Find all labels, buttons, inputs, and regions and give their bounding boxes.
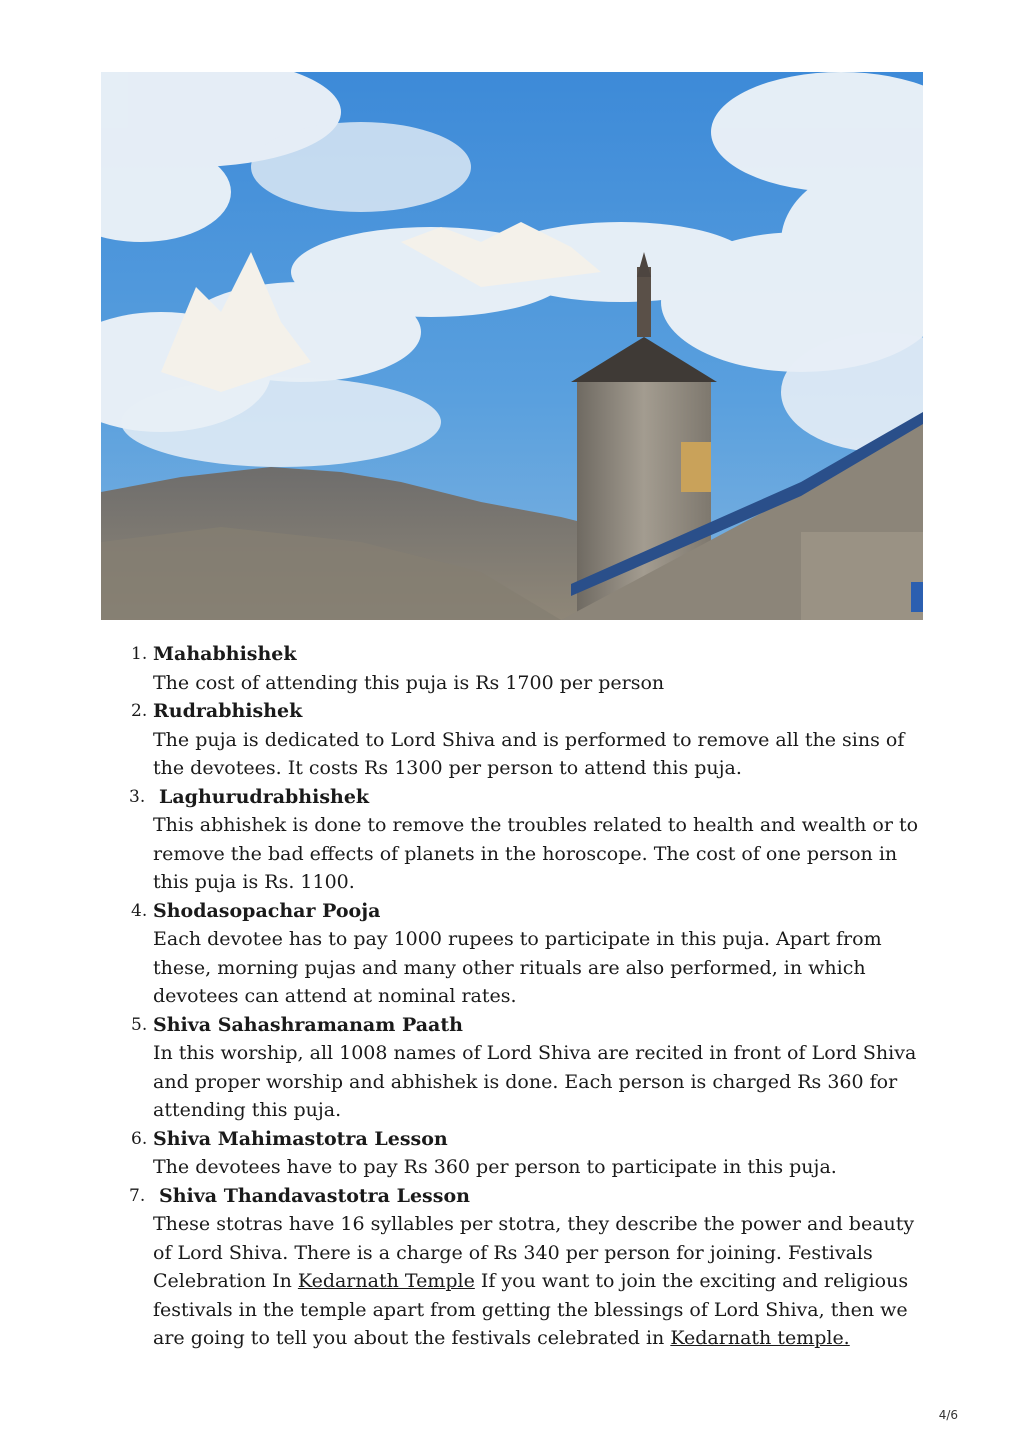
item-description: This abhishek is done to remove the troubles related to health and wealth or to remove the bad effects of planets in the horoscope. The cost of one person in this puja is Rs. 1100.: [153, 814, 919, 893]
item-number: 3.: [129, 786, 146, 807]
item-title: Shiva Mahimastotra Lesson: [153, 1127, 448, 1150]
item-number: 1.: [131, 644, 148, 664]
description-text: If you want to join the exciting and religious festivals in the temple apart from getting the blessings of Lord Shiva, then we are going to tell you about the festivals celebrated in: [153, 1270, 909, 1349]
item-description: In this worship, all 1008 names of Lord Shiva are recited in front of Lord Shiva and proper worship and abhishek is done. Each person is charged Rs 360 for attending this puja.: [153, 1042, 917, 1121]
item-number: 6.: [131, 1128, 148, 1149]
item-number: 7.: [129, 1185, 146, 1206]
list-item: [131, 1011, 928, 1125]
description-text: These stotras have 16 syllables per stotra, they describe the power and beauty of Lord Shiva. There is a charge of Rs 340 per person for joining. Festivals Celebration In: [153, 1213, 915, 1292]
item-title: Mahabhishek: [153, 643, 297, 665]
item-title: Rudrabhishek: [153, 700, 303, 722]
item-title: Shiva Thandavastotra Lesson: [159, 1184, 470, 1207]
item-description: The puja is dedicated to Lord Shiva and is performed to remove all the sins of the devotees. It costs Rs 1300 per person to attend this puja.: [153, 728, 905, 779]
list-item: [131, 1125, 928, 1182]
list-item: [129, 1182, 928, 1353]
item-title: Shodasopachar Pooja: [153, 899, 381, 922]
list-item: [131, 640, 928, 697]
page-number: 4/6: [938, 1408, 958, 1422]
puja-list: [129, 640, 928, 1353]
item-description: The cost of attending this puja is Rs 1700 per person: [153, 671, 665, 694]
item-description: Each devotee has to pay 1000 rupees to participate in this puja. Apart from these, morning pujas and many other rituals are also performed, in which devotees can attend at nominal rates.: [153, 928, 882, 1007]
list-item: [131, 897, 928, 1011]
item-title: Shiva Sahashramanam Paath: [153, 1013, 463, 1036]
item-number: 5.: [131, 1014, 148, 1035]
item-number: 2.: [131, 701, 148, 721]
kedarnath-temple-photo: [101, 72, 923, 620]
kedarnath-temple-link[interactable]: Kedarnath Temple: [297, 1270, 475, 1292]
list-item: [131, 697, 928, 783]
item-description: The devotees have to pay Rs 360 per person to participate in this puja.: [153, 1156, 837, 1178]
item-description: [153, 1210, 928, 1353]
list-item: [129, 783, 928, 897]
kedarnath-temple-link[interactable]: Kedarnath temple.: [670, 1327, 850, 1349]
item-number: 4.: [131, 900, 148, 921]
item-title: Laghurudrabhishek: [159, 785, 370, 808]
